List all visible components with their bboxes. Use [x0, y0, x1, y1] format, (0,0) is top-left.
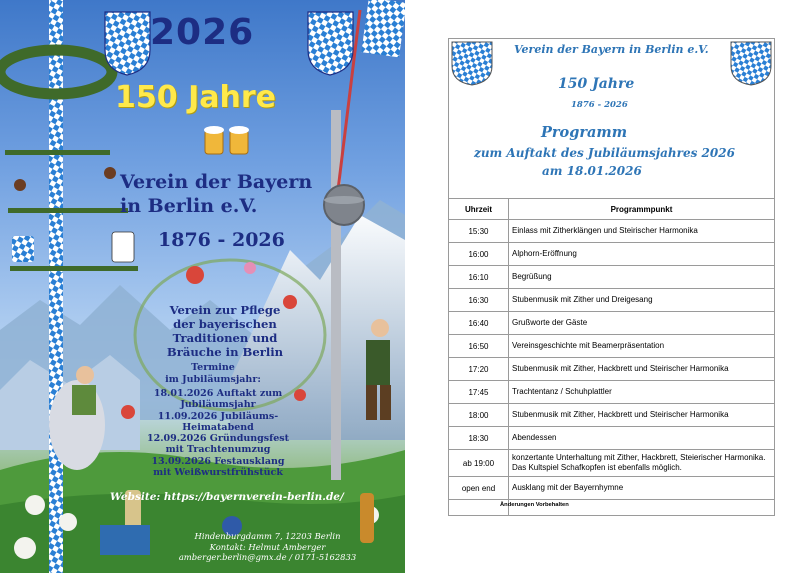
shield-left	[105, 12, 150, 75]
changes-reserved-note: Änderungen Vorbehalten	[500, 502, 569, 508]
program-subtitle: zum Auftakt des Jubiläumsjahres 2026	[474, 146, 735, 160]
date-line: 13.09.2026 Festausklang	[151, 455, 285, 467]
row-time: 16:40	[449, 312, 509, 335]
date-line: mit Trachtenumzug	[165, 444, 271, 456]
date-line: 11.09.2026 Jubiläums-	[157, 410, 279, 422]
row-time: 17:20	[449, 358, 509, 381]
dates-heading-line: im Jubiläumsjahr:	[165, 374, 261, 385]
maypole	[49, 0, 63, 573]
program-years: 1876 - 2026	[571, 100, 628, 110]
table-row	[449, 358, 775, 381]
table-row	[449, 220, 775, 243]
poster-purpose	[150, 303, 300, 359]
program-date: am 18.01.2026	[542, 164, 642, 178]
row-time: 18:30	[449, 427, 509, 450]
poster-anniversary: 150 Jahre	[115, 80, 276, 115]
poster-years: 1876 - 2026	[158, 229, 285, 251]
date-line: Heimatabend	[182, 421, 254, 433]
row-time: 18:00	[449, 404, 509, 427]
table-row	[449, 450, 775, 477]
program-club-name: Verein der Bayern in Berlin e.V.	[514, 43, 709, 56]
table-row	[449, 427, 775, 450]
purpose-line: Bräuche in Berlin	[166, 345, 284, 359]
table-row	[449, 243, 775, 266]
date-line: mit Weißwurstfrühstück	[153, 467, 283, 479]
poster-address: Hindenburgdamm 7, 12203 Berlin	[194, 531, 341, 541]
row-time: 17:45	[449, 381, 509, 404]
poster-dates	[132, 388, 304, 478]
row-time: 16:50	[449, 335, 509, 358]
table-row	[449, 500, 775, 516]
row-item: Begrüßung	[509, 266, 775, 289]
table-row	[449, 404, 775, 427]
schedule-header-row	[449, 199, 775, 220]
purpose-line: Traditionen und	[172, 331, 278, 345]
program-title: Programm	[541, 124, 628, 141]
row-time: 16:00	[449, 243, 509, 266]
date-line: 18.01.2026 Auftakt zum	[153, 388, 283, 399]
bavarian-shield-icon	[729, 40, 773, 86]
poster-website[interactable]: Website: https://bayernverein-berlin.de/	[110, 491, 344, 503]
column-header-item: Programmpunkt	[509, 199, 775, 220]
poster-year: 2026	[150, 12, 255, 53]
column-header-time: Uhrzeit	[449, 199, 509, 220]
bavarian-shield-icon	[450, 40, 494, 86]
row-item: Vereinsgeschichte mit Beamerpräsentation	[509, 335, 775, 358]
row-time: ab 19:00	[449, 450, 509, 477]
date-line: 12.09.2026 Gründungsfest	[146, 433, 290, 445]
poster-club-line2: in Berlin e.V.	[120, 195, 258, 217]
row-time: 16:30	[449, 289, 509, 312]
date-line: Jubiläumsjahr	[180, 399, 256, 411]
table-row	[449, 266, 775, 289]
table-row	[449, 335, 775, 358]
purpose-line: Verein zur Pflege	[169, 303, 281, 317]
table-row	[449, 289, 775, 312]
table-row	[449, 381, 775, 404]
poster-email-phone[interactable]: amberger.berlin@gmx.de / 0171-5162833	[178, 552, 357, 563]
table-row	[449, 312, 775, 335]
row-item: Stubenmusik mit Zither und Dreigesang	[509, 289, 775, 312]
row-time: open end	[449, 477, 509, 500]
dates-heading-line: Termine	[191, 362, 235, 373]
poster-contact-person: Kontakt: Helmut Amberger	[209, 541, 326, 552]
poster-dates-heading	[148, 362, 278, 386]
row-item: Grußworte der Gäste	[509, 312, 775, 335]
shield-right	[308, 12, 353, 75]
row-item: Stubenmusik mit Zither, Hackbrett und Steirischer Harmonika	[509, 404, 775, 427]
row-item: Trachtentanz / Schuhplattler	[509, 381, 775, 404]
poster-club-line1: Verein der Bayern	[120, 171, 313, 193]
program-anniversary: 150 Jahre	[558, 76, 635, 92]
row-item: Einlass mit Zitherklängen und Steirischer Harmonika	[509, 220, 775, 243]
table-row	[449, 477, 775, 500]
schedule-table	[448, 198, 775, 516]
purpose-line: der bayerischen	[173, 317, 277, 331]
row-time: 16:10	[449, 266, 509, 289]
row-item: konzertante Unterhaltung mit Zither, Hackbrett, Steierischer Harmonika. Das Kultspiel Schafkopfen ist ebenfalls möglich.	[509, 450, 775, 477]
row-item: Alphorn-Eröffnung	[509, 243, 775, 266]
poster-club-name	[120, 170, 350, 218]
row-item: Abendessen	[509, 427, 775, 450]
row-item: Stubenmusik mit Zither, Hackbrett und Steirischer Harmonika	[509, 358, 775, 381]
row-time: 15:30	[449, 220, 509, 243]
row-item: Ausklang mit der Bayernhymne	[509, 477, 775, 500]
poster-contact	[160, 531, 375, 563]
